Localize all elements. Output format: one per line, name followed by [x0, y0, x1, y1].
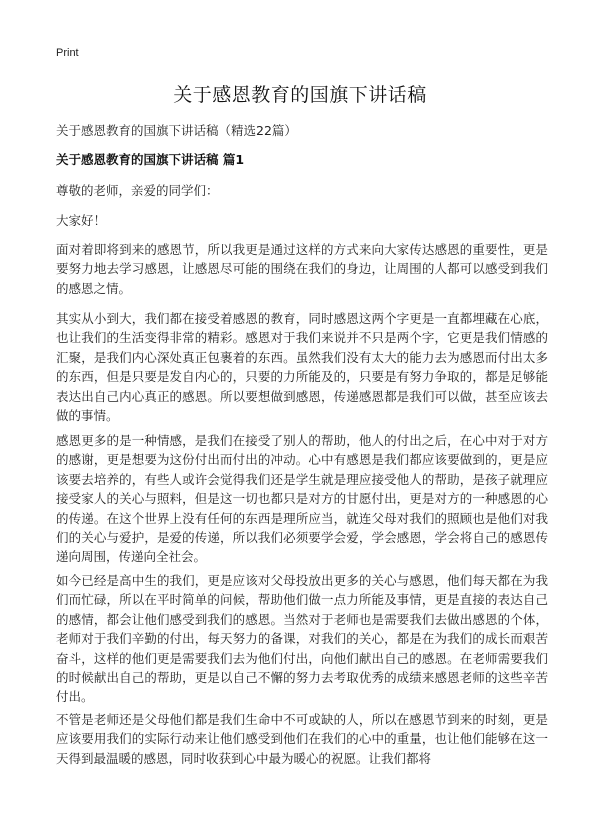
document-subtitle: 关于感恩教育的国旗下讲话稿（精选22篇）	[56, 123, 297, 138]
paragraph-5: 不管是老师还是父母他们都是我们生命中不可或缺的人，所以在感恩节到来的时刻，更是应该要用我们的实际行动来让他们感受到他们在我们的心中的重量，也让他们能够在这一天得到最温暖的感恩，同时收获到心中最为暖心的祝愿。让我们都将	[56, 712, 548, 766]
paragraph-3: 感恩更多的是一种情感，是我们在接受了别人的帮助，他人的付出之后，在心中对于对方的感谢，更是想要为这份付出而付出的冲动。心中有感恩是我们都应该要做到的，更是应该要去培养的，有些人或许会觉得我们还是学生就是理应接受他人的帮助，是孩子就理应接受家人的关心与照料，但是这一切也都只是对方的甘愿付出，更是对方的一种感恩的心的传递。在这个世界上没有任何的东西是理所应当，就连父母对我们的照顾也是他们对我们的关心与爱护，是爱的传递，所以我们必须要学会爱，学会感恩，学会将自己的感恩传递向周围，传递向全社会。	[56, 433, 548, 565]
greeting-hello: 大家好！	[56, 213, 107, 228]
paragraph-2: 其实从小到大，我们都在接受着感恩的教育，同时感恩这两个字更是一直都埋藏在心底，也让我们的生活变得非常的精彩。感恩对于我们来说并不只是两个字，它更是我们情感的汇聚，是我们内心深处真正包裹着的东西。虽然我们没有太大的能力去为感恩而付出太多的东西，但是只要是发自内心的，只要的力所能及的，只要是有努力争取的，都是足够能表达出自己内心真正的感恩。所以要想做到感恩，传递感恩都是我们可以做，甚至应该去做的事情。	[56, 311, 548, 424]
print-label: Print	[56, 47, 79, 59]
section-heading: 关于感恩教育的国旗下讲话稿 篇1	[56, 152, 245, 167]
paragraph-1: 面对着即将到来的感恩节，所以我更是通过这样的方式来向大家传达感恩的重要性，更是要努力地去学习感恩，让感恩尽可能的围绕在我们的身边，让周围的人都可以感受到我们的感恩之情。	[56, 242, 548, 296]
paragraph-4: 如今已经是高中生的我们，更是应该对父母投放出更多的关心与感恩，他们每天都在为我们而忙碌，所以在平时简单的问候，帮助他们做一点力所能及事情，更是直接的表达自己的感情，都会让他们感受到我们的感恩。当然对于老师也是需要我们去做出感恩的个体，老师对于我们辛勤的付出，每天努力的备课，对我们的关心，都是在为我们的成长而艰苦奋斗，这样的他们更是需要我们去为他们付出，向他们献出自己的感恩。在老师需要我们的时候献出自己的帮助，更是以自己不懈的努力去考取优秀的成绩来感恩老师的这些辛苦付出。	[56, 573, 548, 705]
greeting-salutation: 尊敬的老师，亲爱的同学们：	[56, 183, 219, 198]
page-title: 关于感恩教育的国旗下讲话稿	[173, 84, 427, 106]
